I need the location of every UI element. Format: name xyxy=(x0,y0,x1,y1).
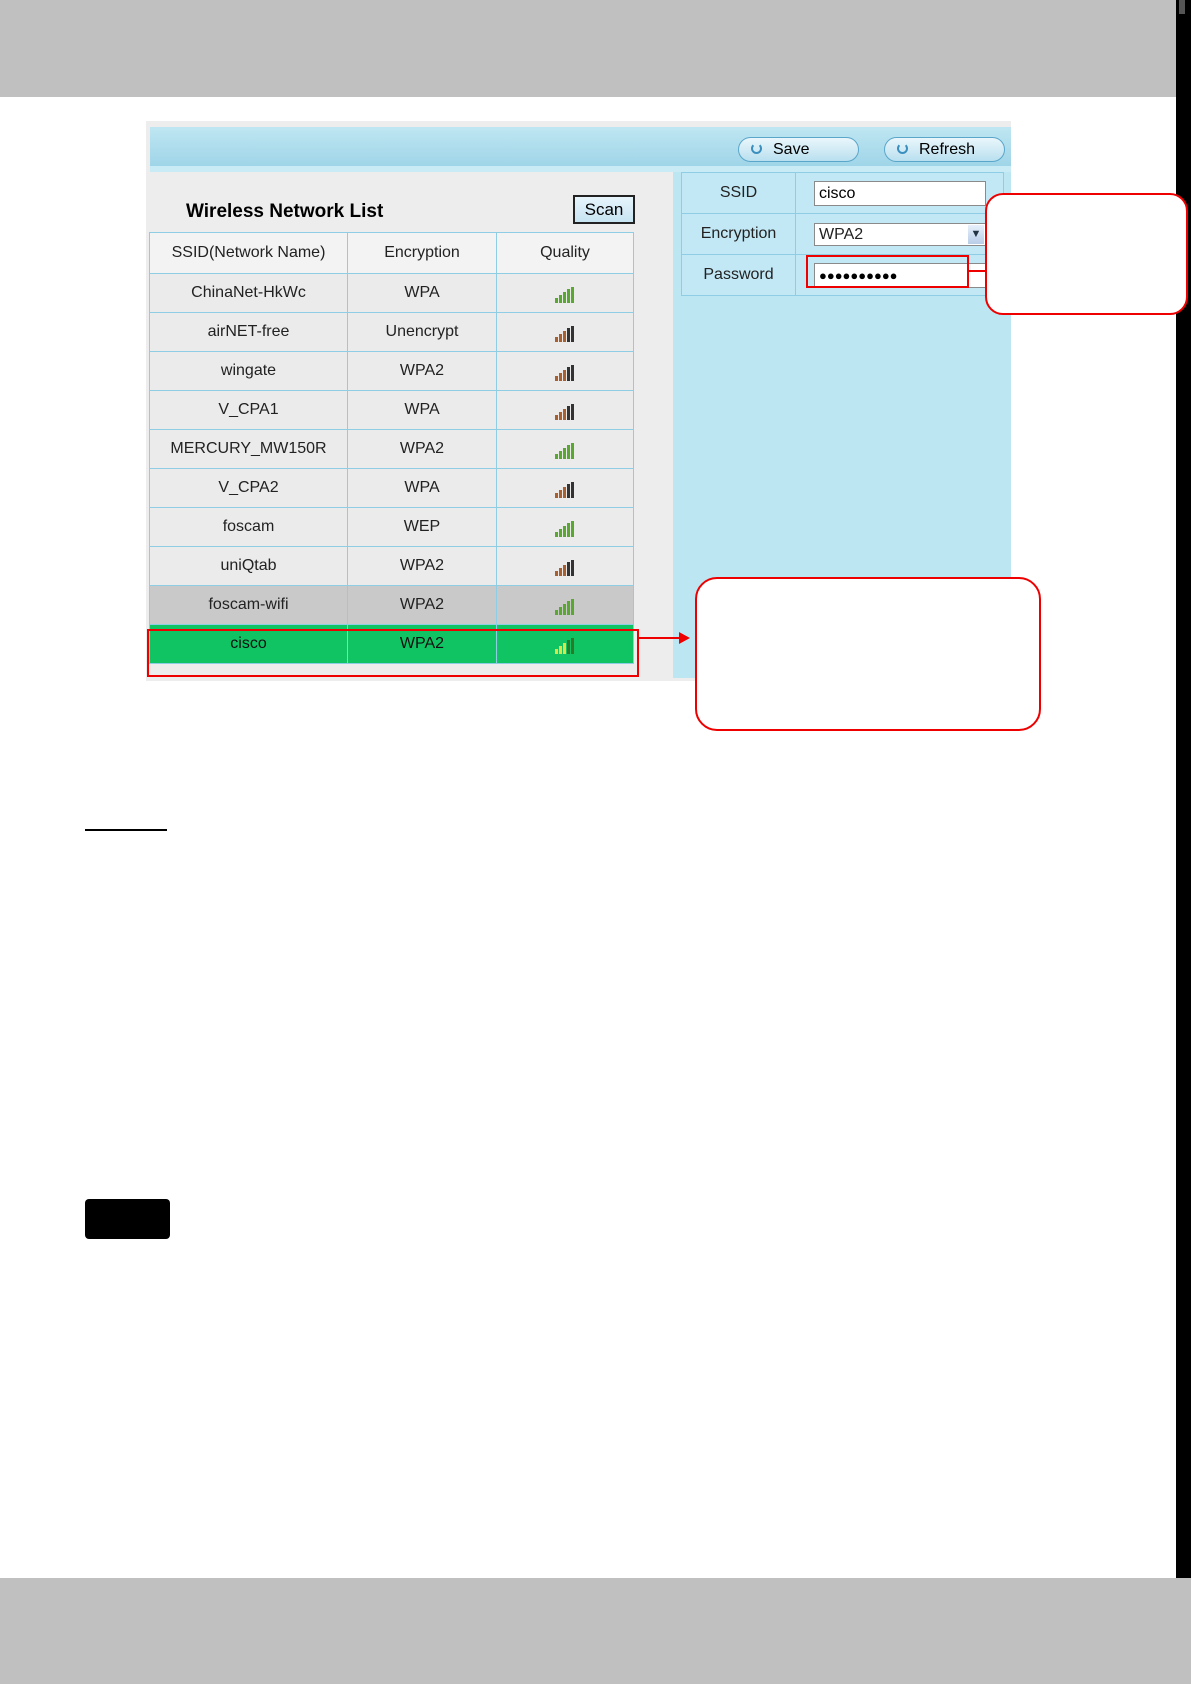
signal-bar xyxy=(559,568,562,576)
table-row[interactable] xyxy=(150,469,634,508)
signal-bar xyxy=(571,482,574,498)
save-button[interactable] xyxy=(738,137,859,162)
table-row[interactable] xyxy=(150,352,634,391)
column-header-ssid: SSID(Network Name) xyxy=(150,233,348,274)
table-row[interactable] xyxy=(150,508,634,547)
signal-bar xyxy=(567,445,570,459)
table-row[interactable] xyxy=(150,313,634,352)
encryption-cell: WPA xyxy=(348,274,497,313)
signal-bar xyxy=(555,493,558,498)
selection-callout xyxy=(695,577,1041,731)
table-row[interactable] xyxy=(150,430,634,469)
toolbar xyxy=(150,127,1011,166)
encryption-label: Encryption xyxy=(682,214,796,255)
encryption-cell: WPA2 xyxy=(348,547,497,586)
ssid-cell: V_CPA1 xyxy=(150,391,348,430)
ssid-row xyxy=(682,173,1004,214)
quality-cell xyxy=(497,274,634,313)
encryption-select[interactable] xyxy=(814,223,986,246)
refresh-ring-icon xyxy=(751,143,762,154)
refresh-button[interactable] xyxy=(884,137,1005,162)
signal-bar xyxy=(563,604,566,615)
signal-bar xyxy=(567,289,570,303)
network-table-body xyxy=(150,274,634,664)
table-row[interactable] xyxy=(150,391,634,430)
network-table xyxy=(149,232,634,664)
password-highlight xyxy=(806,255,969,288)
quality-cell xyxy=(497,430,634,469)
save-button-label: Save xyxy=(773,141,810,158)
signal-bar xyxy=(563,526,566,537)
quality-cell xyxy=(497,352,634,391)
ssid-cell: cisco xyxy=(150,625,348,664)
signal-bar xyxy=(555,337,558,342)
encryption-row xyxy=(682,214,1004,255)
signal-bar xyxy=(555,532,558,537)
ssid-cell: uniQtab xyxy=(150,547,348,586)
signal-bar xyxy=(567,523,570,537)
encryption-cell: WPA2 xyxy=(348,352,497,391)
signal-strength-icon xyxy=(555,597,575,613)
annotation-arrow-line xyxy=(639,637,681,639)
encryption-cell: WEP xyxy=(348,508,497,547)
encryption-cell xyxy=(796,214,1004,255)
signal-bar xyxy=(567,484,570,498)
signal-bar xyxy=(567,367,570,381)
password-callout xyxy=(985,193,1188,315)
table-row[interactable] xyxy=(150,274,634,313)
chevron-down-icon[interactable]: ▼ xyxy=(968,225,984,244)
signal-bar xyxy=(571,326,574,342)
signal-bar xyxy=(563,487,566,498)
encryption-cell: WPA xyxy=(348,469,497,508)
annotation-arrow-icon xyxy=(679,632,690,644)
ssid-cell: wingate xyxy=(150,352,348,391)
signal-bar xyxy=(555,454,558,459)
signal-bar xyxy=(567,328,570,342)
signal-bar xyxy=(559,451,562,459)
signal-bar xyxy=(567,601,570,615)
quality-cell xyxy=(497,391,634,430)
signal-bar xyxy=(559,607,562,615)
encryption-cell: WPA2 xyxy=(348,586,497,625)
ssid-cell: foscam-wifi xyxy=(150,586,348,625)
quality-cell xyxy=(497,469,634,508)
signal-bar xyxy=(571,599,574,615)
signal-bar xyxy=(555,571,558,576)
signal-bar xyxy=(571,560,574,576)
signal-strength-icon xyxy=(555,285,575,301)
signal-bar xyxy=(563,409,566,420)
ssid-cell: V_CPA2 xyxy=(150,469,348,508)
signal-bar xyxy=(559,334,562,342)
signal-bar xyxy=(567,406,570,420)
ssid-cell xyxy=(796,173,1004,214)
signal-bar xyxy=(571,404,574,420)
quality-cell xyxy=(497,547,634,586)
signal-bar xyxy=(571,443,574,459)
encryption-cell: WPA xyxy=(348,391,497,430)
note-label-block xyxy=(85,1199,170,1239)
signal-strength-icon xyxy=(555,324,575,340)
signal-bar xyxy=(571,365,574,381)
signal-bar xyxy=(559,529,562,537)
signal-bar xyxy=(563,292,566,303)
encryption-cell: WPA2 xyxy=(348,625,497,664)
scrollbar-thumb[interactable] xyxy=(1179,0,1185,14)
ssid-cell: airNET-free xyxy=(150,313,348,352)
ssid-cell: foscam xyxy=(150,508,348,547)
ssid-cell: MERCURY_MW150R xyxy=(150,430,348,469)
password-input[interactable]: ●●●●●●●●●● xyxy=(814,263,986,288)
signal-bar xyxy=(571,521,574,537)
section-underline xyxy=(85,829,167,831)
selected-row-highlight xyxy=(147,629,639,677)
signal-bar xyxy=(559,373,562,381)
page-header-band xyxy=(0,0,1191,97)
signal-bar xyxy=(563,448,566,459)
ssid-label: SSID xyxy=(682,173,796,214)
password-label: Password xyxy=(682,255,796,296)
signal-bar xyxy=(555,610,558,615)
scan-button[interactable]: Scan xyxy=(573,195,635,224)
signal-bar xyxy=(559,412,562,420)
signal-strength-icon xyxy=(555,558,575,574)
signal-bar xyxy=(559,490,562,498)
signal-strength-icon xyxy=(555,441,575,457)
signal-bar xyxy=(555,298,558,303)
network-list-title: Wireless Network List xyxy=(186,201,384,222)
annotation-connector-line xyxy=(968,270,985,272)
signal-bar xyxy=(563,565,566,576)
ssid-input[interactable]: cisco xyxy=(814,181,986,206)
refresh-button-label: Refresh xyxy=(919,141,976,158)
column-header-quality: Quality xyxy=(497,233,634,274)
quality-cell xyxy=(497,508,634,547)
encryption-cell: Unencrypt xyxy=(348,313,497,352)
signal-strength-icon xyxy=(555,363,575,379)
quality-cell xyxy=(497,313,634,352)
signal-bar xyxy=(559,295,562,303)
column-header-encryption: Encryption xyxy=(348,233,497,274)
signal-bar xyxy=(567,562,570,576)
signal-strength-icon xyxy=(555,402,575,418)
signal-bar xyxy=(571,287,574,303)
page-footer-band xyxy=(0,1578,1191,1684)
ssid-cell: ChinaNet-HkWc xyxy=(150,274,348,313)
signal-bar xyxy=(555,415,558,420)
signal-strength-icon xyxy=(555,519,575,535)
quality-cell xyxy=(497,586,634,625)
encryption-cell: WPA2 xyxy=(348,430,497,469)
table-header-row xyxy=(150,233,634,274)
signal-bar xyxy=(563,370,566,381)
encryption-select-value: WPA2 xyxy=(819,225,864,243)
signal-bar xyxy=(555,376,558,381)
signal-bar xyxy=(563,331,566,342)
refresh-ring-icon xyxy=(897,143,908,154)
table-row[interactable] xyxy=(150,547,634,586)
table-row[interactable] xyxy=(150,586,634,625)
signal-strength-icon xyxy=(555,480,575,496)
